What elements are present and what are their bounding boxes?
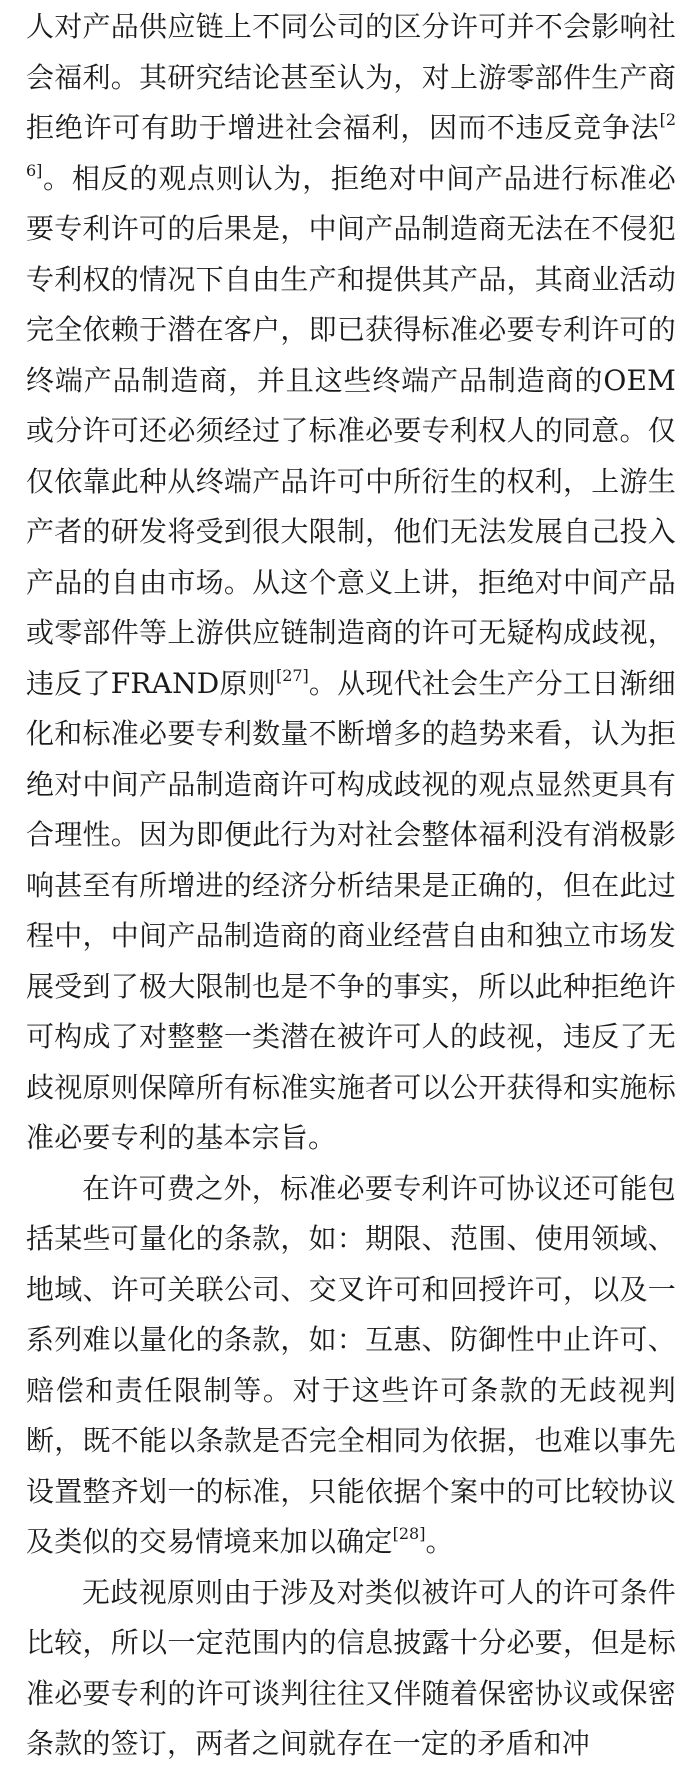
paragraph-text: 人对产品供应链上不同公司的区分许可并不会影响社会福利。其研究结论甚至认为，对上游零部件生产商拒绝许可有助于增进社会福利，因而不违反竞争法 — [26, 10, 676, 144]
citation-ref-26: [26] — [26, 110, 676, 180]
paragraph-2 — [26, 1164, 676, 1568]
citation-ref-27: [27] — [275, 665, 309, 685]
paragraph-text: 。相反的观点则认为，拒绝对中间产品进行标准必要专利许可的后果是，中间产品制造商无法在不侵犯专利权的情况下自由生产和提供其产品，其商业活动完全依赖于潜在客户，即已获得标准必要专利许可的终端产品制造商，并且这些终端产品制造商的OEM或分许可还必须经过了标准必要专利权人的同意。仅仅依靠此种从终端产品许可中所衍生的权利，上游生产者的研发将受到很大限制，他们无法发展自己投入产品的自由市场。从这个意义上讲，拒绝对中间产品或零部件等上游供应链制造商的许可无疑构成歧视，违反了FRAND原则 — [26, 161, 676, 700]
paragraph-text: 无歧视原则由于涉及对类似被许可人的许可条件比较，所以一定范围内的信息披露十分必要，但是标准必要专利的许可谈判往往又伴随着保密协议或保密条款的签订，两者之间就存在一定的矛盾和冲 — [26, 1575, 676, 1760]
paragraph-text: 在许可费之外，标准必要专利许可协议还可能包括某些可量化的条款，如：期限、范围、使用领域、地域、许可关联公司、交叉许可和回授许可，以及一系列难以量化的条款，如：互惠、防御性中止许可、赔偿和责任限制等。对于这些许可条款的无歧视判断，既不能以条款是否完全相同为依据，也难以事先设置整齐划一的标准，只能依据个案中的可比较协议及类似的交易情境来加以确定 — [26, 1171, 676, 1558]
citation-ref-28: [28] — [392, 1524, 426, 1543]
paragraph-3 — [26, 1568, 676, 1770]
paragraph-text: 。 — [425, 1525, 454, 1558]
paragraph-text: 。从现代社会生产分工日渐细化和标准必要专利数量不断增多的趋势来看，认为拒绝对中间产品制造商许可构成歧视的观点显然更具有合理性。因为即便此行为对社会整体福利没有消极影响甚至有所增进的经济分析结果是正确的，但在此过程中，中间产品制造商的商业经营自由和独立市场发展受到了极大限制也是不争的事实，所以此种拒绝许可构成了对整整一类潜在被许可人的歧视，违反了无歧视原则保障所有标准实施者可以公开获得和实施标准必要专利的基本宗旨。 — [26, 666, 676, 1154]
paragraph-1 — [26, 2, 676, 1164]
